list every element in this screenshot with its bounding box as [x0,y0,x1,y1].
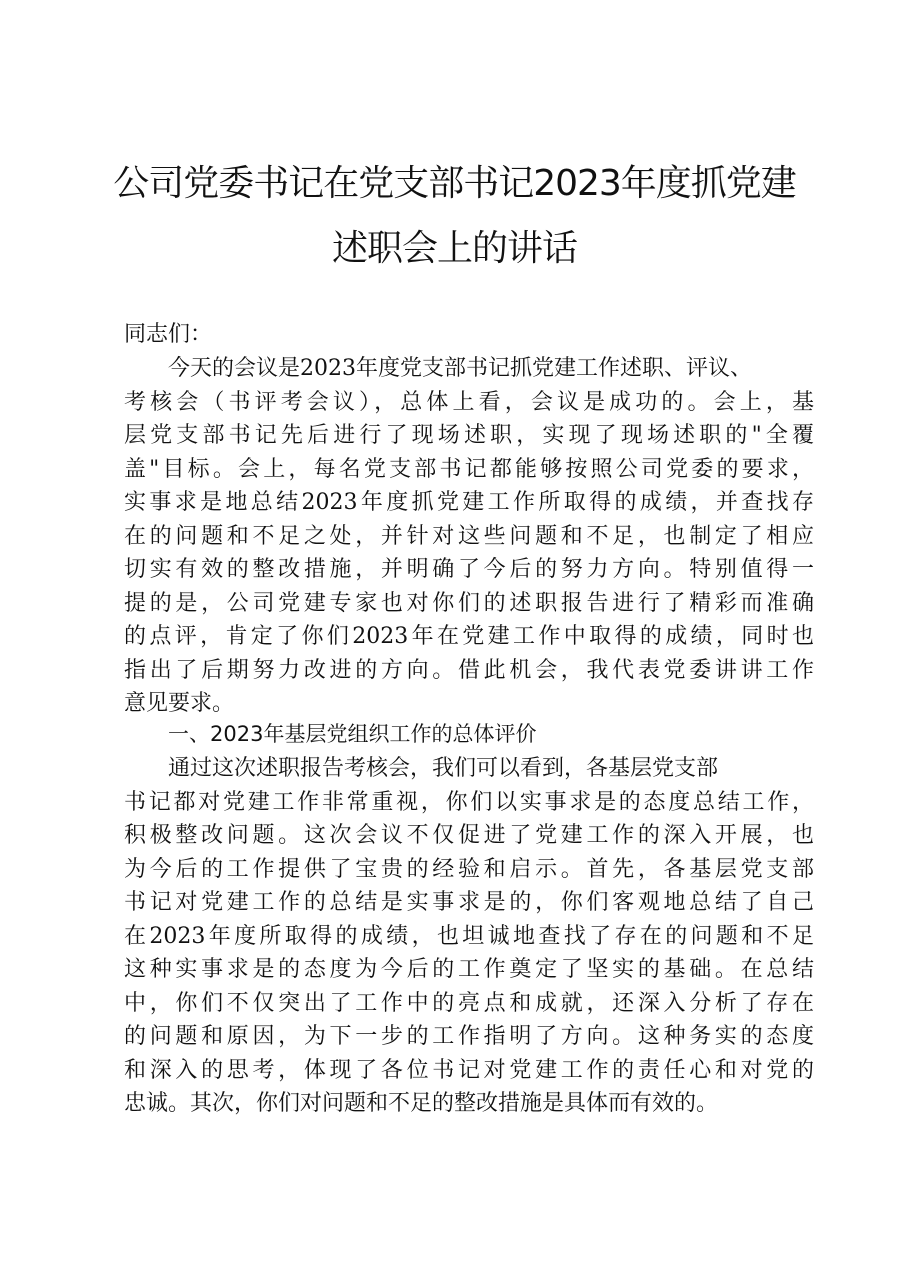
paragraph-1 [124,352,814,721]
paragraph-1-line: 指出了后期努力改进的方向。借此机会，我代表党委讲讲工作 [124,657,814,683]
paragraph-1-line: 实事求是地总结2023年度抓党建工作所取得的成绩，并查找存 [124,490,814,515]
paragraph-1-line: 切实有效的整改措施，并明确了今后的努力方向。特别值得一 [124,557,814,582]
section-heading [124,718,814,752]
paragraph-2-line: 积极整改问题。这次会议不仅促进了党建工作的深入开展，也 [124,823,814,848]
section-heading-text: 一、2023年基层党组织工作的总体评价 [168,722,537,746]
paragraph-2-line: 书记都对党建工作非常重视，你们以实事求是的态度总结工作， [124,789,814,815]
paragraph-1-line: 盖"目标。会上，每名党支部书记都能够按照公司党委的要求， [124,456,814,482]
paragraph-1-line: 提的是，公司党建专家也对你们的述职报告进行了精彩而准确 [124,590,814,616]
paragraph-1-line: 考核会（书评考会议），总体上看，会议是成功的。会上，基 [124,389,814,415]
paragraph-2-line: 忠诚。其次，你们对问题和不足的整改措施是具体而有效的。 [124,1091,719,1116]
paragraph-2 [124,752,814,1121]
paragraph-2-line: 为今后的工作提供了宝贵的经验和启示。首先，各基层党支部 [124,856,814,882]
paragraph-1-line: 层党支部书记先后进行了现场述职，实现了现场述职的"全覆 [124,423,814,448]
paragraph-2-line: 书记对党建工作的总结是实事求是的，你们客观地总结了自己 [124,890,814,915]
paragraph-1-line: 的点评，肯定了你们2023年在党建工作中取得的成绩，同时也 [124,624,814,649]
salutation [124,318,814,352]
paragraph-2-line: 通过这次述职报告考核会，我们可以看到，各基层党支部 [168,756,719,781]
salutation-text: 同志们： [124,322,213,347]
paragraph-2-line: 中，你们不仅突出了工作中的亮点和成就，还深入分析了存在 [124,990,814,1016]
document-title-line-2: 述职会上的讲话 [331,228,577,269]
paragraph-1-line: 今天的会议是2023年度党支部书记抓党建工作述职、评议、 [168,356,752,381]
paragraph-2-line: 的问题和原因，为下一步的工作指明了方向。这种务实的态度 [124,1024,814,1049]
paragraph-2-line: 这种实事求是的态度为今后的工作奠定了坚实的基础。在总结 [124,957,814,982]
paragraph-1-line: 意见要求。 [124,691,235,716]
paragraph-2-line: 在2023年度所取得的成绩，也坦诚地查找了存在的问题和不足 [124,923,814,949]
paragraph-2-line: 和深入的思考，体现了各位书记对党建工作的责任心和对党的 [124,1057,814,1083]
document-title-line-1: 公司党委书记在党支部书记2023年度抓党建 [113,163,796,204]
paragraph-1-line: 在的问题和不足之处，并针对这些问题和不足，也制定了相应 [124,523,814,549]
